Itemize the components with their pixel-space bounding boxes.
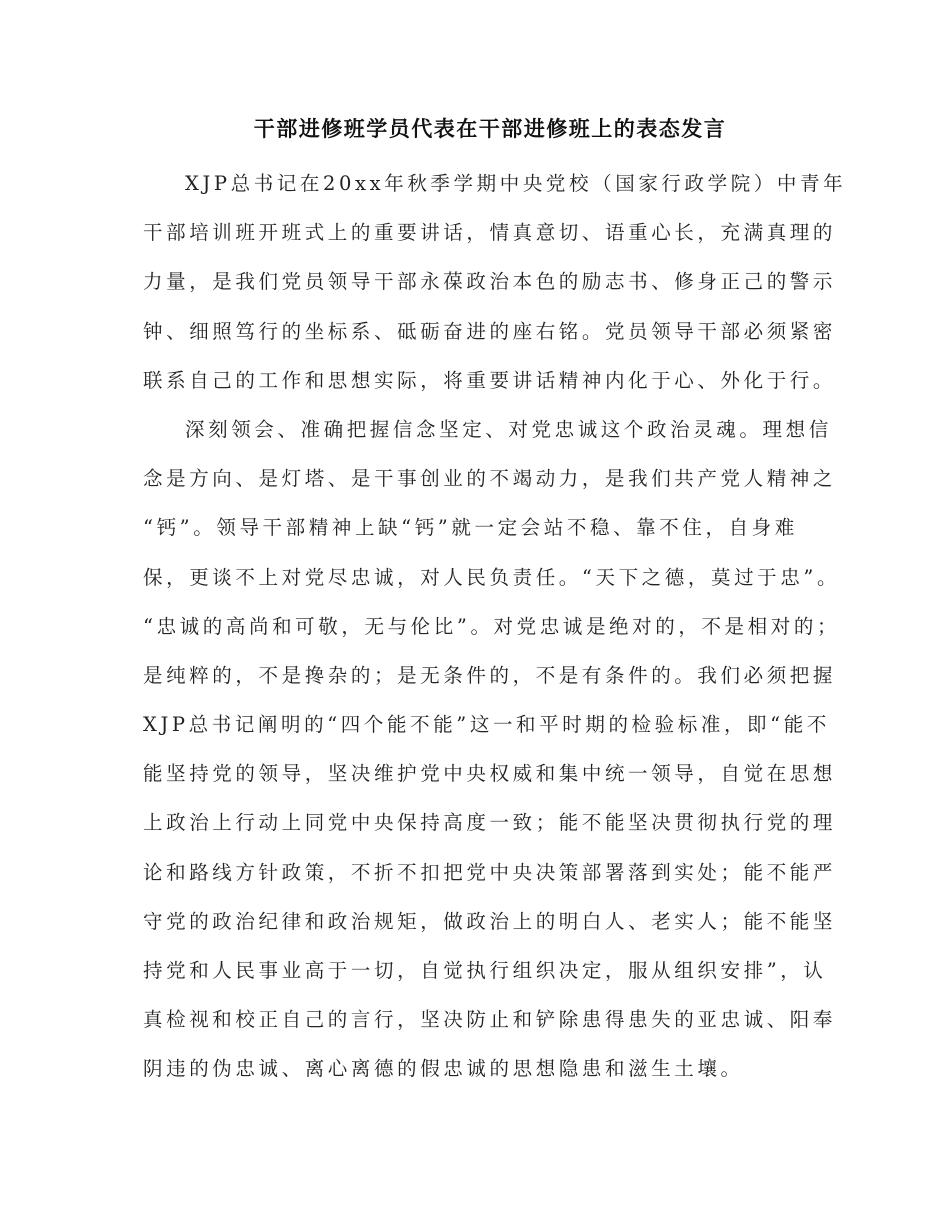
paragraph-1 — [143, 168, 847, 414]
document-body — [143, 168, 847, 1103]
paragraph-line: XJP总书记阐明的“四个能不能”这一和平时期的检验标准，即“能不 — [143, 713, 830, 737]
paragraph-line: 念是方向、是灯塔、是干事创业的不竭动力，是我们共产党人精神之 — [143, 467, 837, 491]
document-title: 干部进修班学员代表在干部进修班上的表态发言 — [253, 116, 727, 141]
paragraph-line: “忠诚的高尚和可敬，无与伦比”。对党忠诚是绝对的，不是相对的； — [143, 614, 841, 638]
paragraph-line: 守党的政治纪律和政治规矩，做政治上的明白人、老实人；能不能坚 — [143, 909, 837, 933]
paragraph-line: 真检视和校正自己的言行，坚决防止和铲除患得患失的亚忠诚、阳奉 — [143, 1008, 837, 1032]
paragraph-line: 保，更谈不上对党尽忠诚，对人民负责任。“天下之德，莫过于忠”。 — [143, 565, 841, 589]
paragraph-line: “钙”。领导干部精神上缺“钙”就一定会站不稳、靠不住，自身难 — [143, 516, 798, 540]
paragraph-line: 论和路线方针政策，不折不扣把党中央决策部署落到实处；能不能严 — [143, 860, 837, 884]
paragraph-line: XJP总书记在20xx年秋季学期中央党校（国家行政学院）中青年 — [185, 172, 847, 195]
paragraph-line: 持党和人民事业高于一切，自觉执行组织决定，服从组织安排”，认 — [143, 959, 827, 982]
paragraph-2 — [143, 414, 841, 1103]
paragraph-line: 钟、细照笃行的坐标系、砥砺奋进的座右铭。党员领导干部必须紧密 — [143, 319, 837, 343]
paragraph-line: 力量，是我们党员领导干部永葆政治本色的励志书、修身正己的警示 — [143, 270, 837, 294]
paragraph-line: 阴违的伪忠诚、离心离德的假忠诚的思想隐患和滋生土壤。 — [143, 1057, 744, 1081]
paragraph-line: 能坚持党的领导，坚决维护党中央权威和集中统一领导，自觉在思想 — [143, 762, 837, 786]
paragraph-line: 干部培训班开班式上的重要讲话，情真意切、语重心长，充满真理的 — [143, 221, 837, 245]
paragraph-line: 联系自己的工作和思想实际，将重要讲话精神内化于心、外化于行。 — [143, 368, 837, 392]
paragraph-line: 深刻领会、准确把握信念坚定、对党忠诚这个政治灵魂。理想信 — [185, 417, 832, 441]
paragraph-line: 是纯粹的，不是搀杂的；是无条件的，不是有条件的。我们必须把握 — [143, 663, 837, 687]
paragraph-line: 上政治上行动上同党中央保持高度一致；能不能坚决贯彻执行党的理 — [143, 811, 837, 835]
